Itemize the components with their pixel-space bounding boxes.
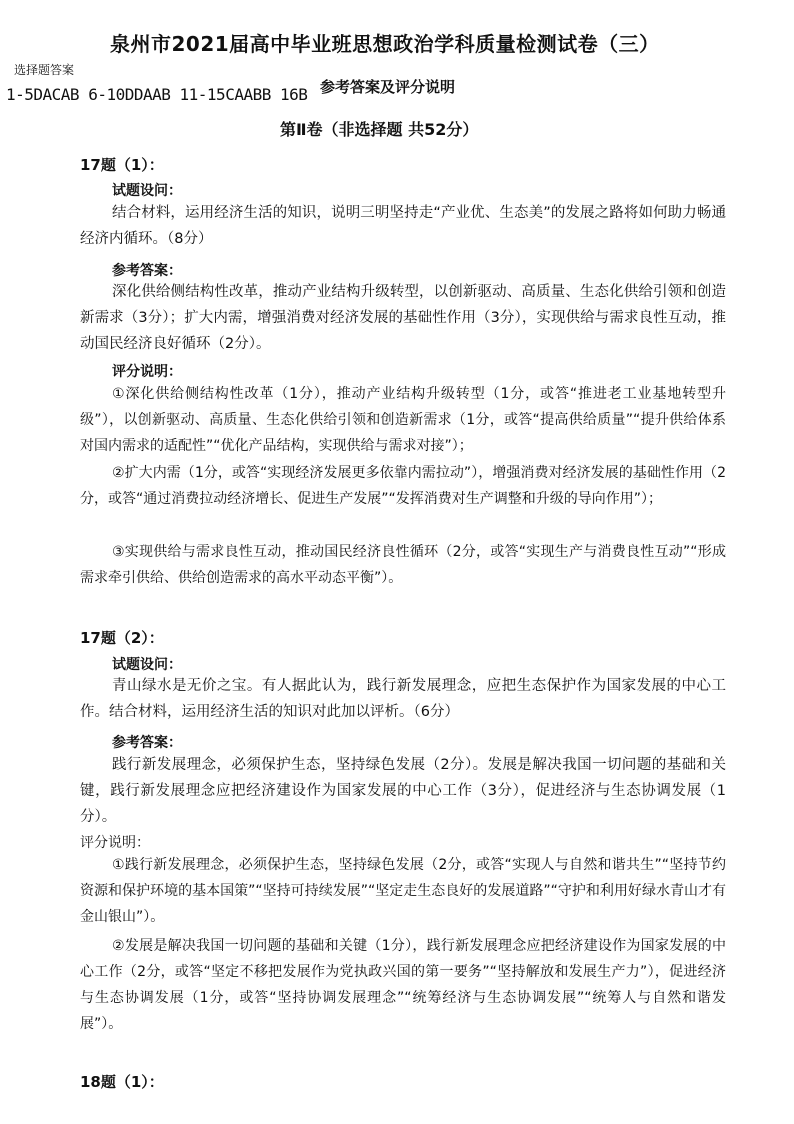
scoring-item: ②扩大内需（1分，或答“实现经济发展更多依靠内需拉动”），增强消费对经济发展的基础性作用（2分，或答“通过消费拉动经济增长、促进生产发展”“发挥消费对生产调整和升级的导向作用”）； — [80, 465, 726, 507]
page-subtitle: 参考答案及评分说明 — [320, 78, 456, 96]
answer-label: 参考答案： — [112, 263, 182, 279]
question-heading: 17题（1）： — [80, 156, 164, 174]
scoring-item: ①践行新发展理念，必须保护生态，坚持绿色发展（2分，或答“实现人与自然和谐共生”“坚持节约资源和保护环境的基本国策”“坚持可持续发展”“坚定走生态良好的发展道路”“守护和利用好绿水青山才有金山银山”）。 — [80, 857, 726, 925]
page-title: 泉州市2021届高中毕业班思想政治学科质量检测试卷（三） — [110, 32, 660, 56]
scoring-item: ②发展是解决我国一切问题的基础和关键（1分），践行新发展理念应把经济建设作为国家发展的中心工作（2分，或答“坚定不移把发展作为党执政兴国的第一要务”“坚持解放和发展生产力”），促进经济与生态协调发展（1分，或答“坚持协调发展理念”“统筹经济与生态协调发展”“统筹人与自然和谐发展”）。 — [80, 938, 726, 1032]
scoring-item: ③实现供给与需求良性互动，推动国民经济良性循环（2分，或答“实现生产与消费良性互动”“形成需求牵引供给、供给创造需求的高水平动态平衡”）。 — [80, 544, 726, 586]
answer-text: 深化供给侧结构性改革，推动产业结构升级转型，以创新驱动、高质量、生态化供给引领和创造新需求（3分）；扩大内需，增强消费对经济发展的基础性作用（3分），实现供给与需求良性互动，推动国民经济良好循环（2分）。 — [80, 284, 726, 352]
scoring-item: ①深化供给侧结构性改革（1分），推动产业结构升级转型（1分，或答“推进老工业基地转型升级”），以创新驱动、高质量、生态化供给引领和创造新需求（1分，或答“提高供给质量”“提升供给体系对国内需求的适配性”“优化产品结构，实现供给与需求对接”）； — [80, 386, 726, 454]
scoring-label: 评分说明： — [80, 835, 150, 851]
question-design-label: 试题设问： — [112, 183, 182, 199]
section-title: 第Ⅱ卷（非选择题 共52分） — [280, 120, 479, 139]
question-heading: 17题（2）： — [80, 629, 164, 647]
answer-label: 参考答案： — [112, 735, 182, 751]
question-design-text: 青山绿水是无价之宝。有人据此认为，践行新发展理念，应把生态保护作为国家发展的中心工作。结合材料，运用经济生活的知识对此加以评析。（6分） — [80, 678, 726, 720]
answer-text: 践行新发展理念，必须保护生态，坚持绿色发展（2分）。发展是解决我国一切问题的基础和关键，践行新发展理念应把经济建设作为国家发展的中心工作（3分），促进经济与生态协调发展（1分）。 — [80, 757, 726, 825]
scoring-label: 评分说明： — [112, 364, 182, 380]
question-design-text: 结合材料，运用经济生活的知识，说明三明坚持走“产业优、生态美”的发展之路将如何助力畅通经济内循环。（8分） — [80, 205, 726, 247]
question-design-label: 试题设问： — [112, 657, 182, 673]
mcq-answer-label: 选择题答案 — [14, 63, 75, 77]
mcq-answer-key: 1-5DACAB 6-10DDAAB 11-15CAABB 16B — [6, 85, 308, 104]
question-heading: 18题（1）： — [80, 1073, 164, 1091]
